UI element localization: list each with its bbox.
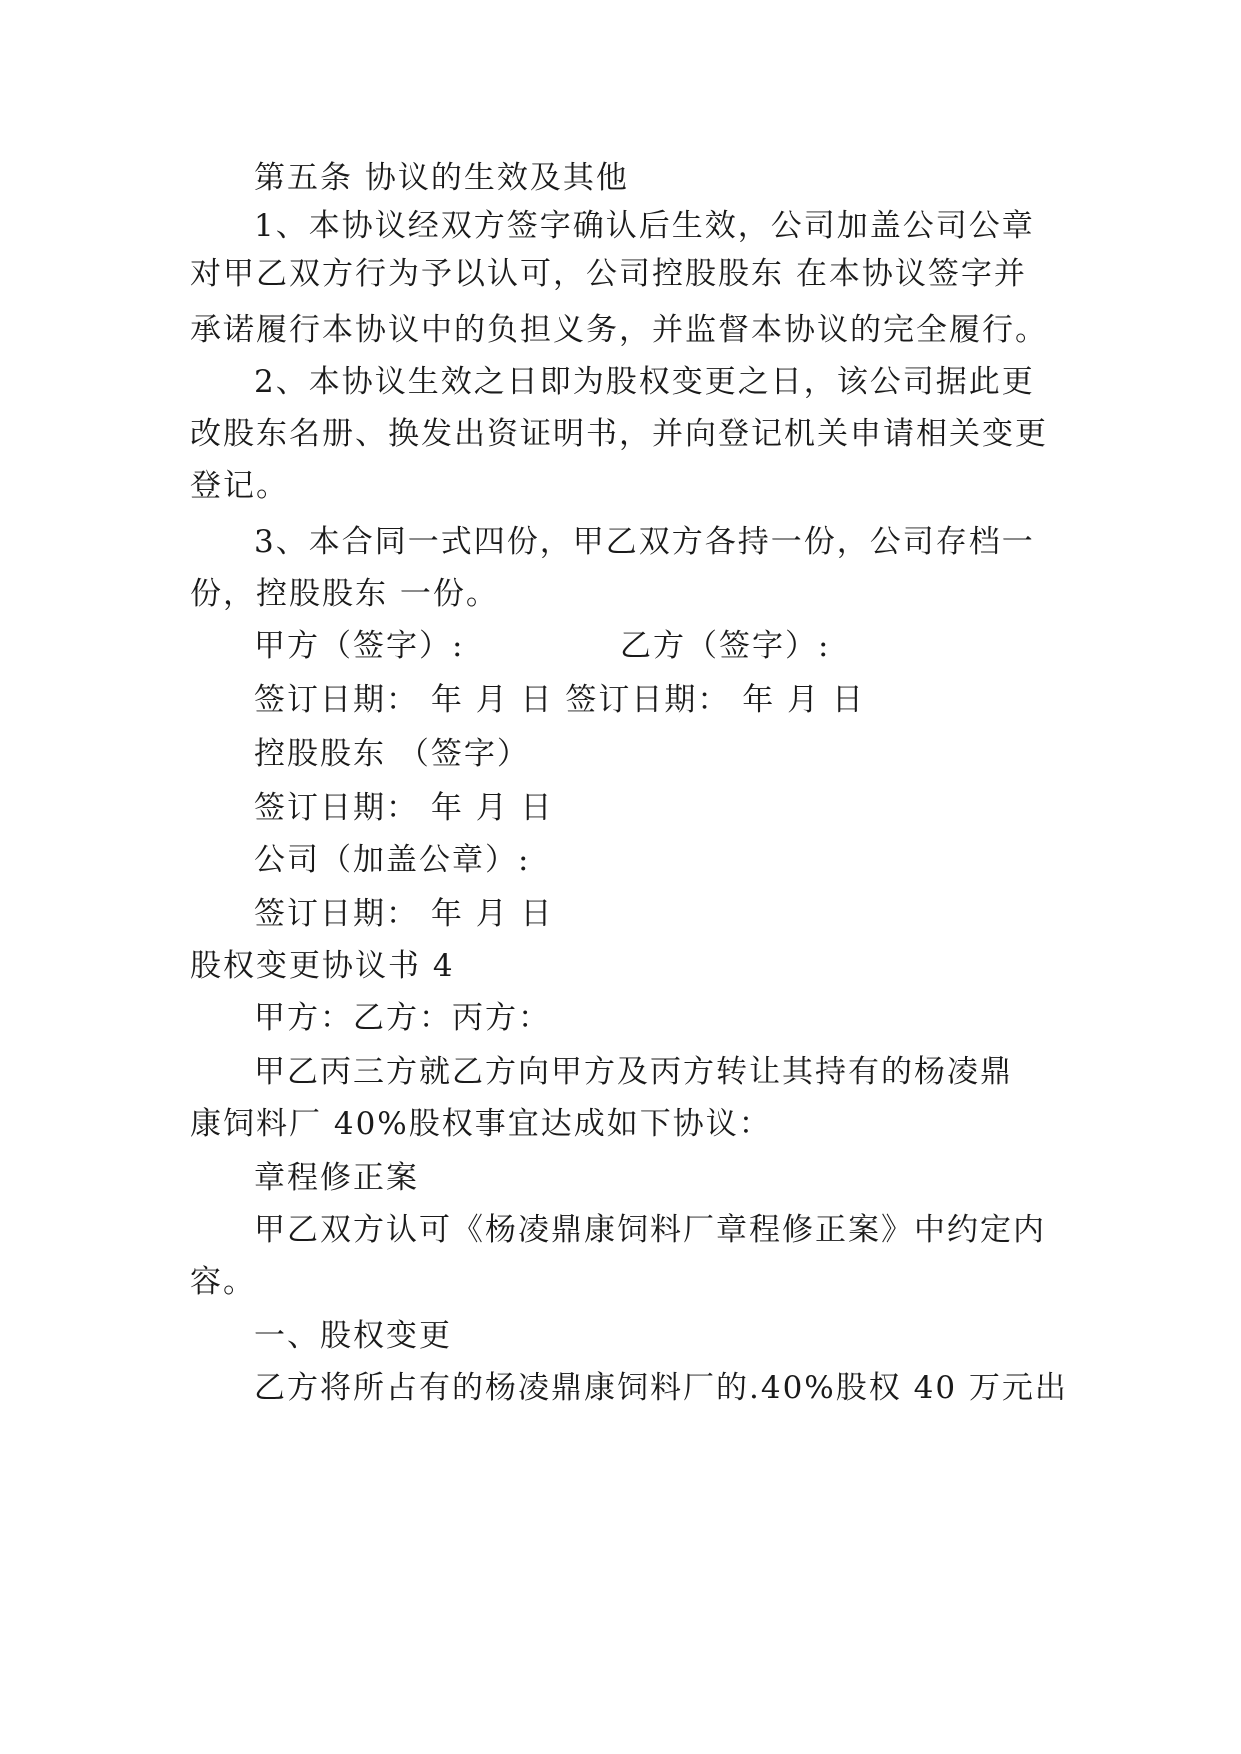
- paragraph-line: 对甲乙双方行为予以认可，公司控股股东 在本协议签字并: [190, 256, 1027, 292]
- paragraph-line: 承诺履行本协议中的负担义务，并监督本协议的完全履行。: [190, 312, 1048, 348]
- parties-line: 甲方：乙方：丙方：: [254, 1000, 551, 1036]
- paragraph-line: 份，控股股东 一份。: [190, 576, 499, 612]
- signature-date-row: 签订日期： 年 月 日 签订日期： 年 月 日: [254, 682, 865, 718]
- party-b-signature-label: 乙方（签字）:: [620, 628, 831, 664]
- document-title: 股权变更协议书 4: [190, 948, 455, 984]
- subheading: 章程修正案: [254, 1160, 419, 1196]
- section-heading: 第五条 协议的生效及其他: [254, 160, 629, 196]
- paragraph-line: 康饲料厂 40%股权事宜达成如下协议：: [190, 1106, 772, 1142]
- paragraph-line: 甲乙双方认可《杨凌鼎康饲料厂章程修正案》中约定内: [254, 1212, 1046, 1248]
- paragraph-line: 1、本协议经双方签字确认后生效，公司加盖公司公章: [254, 208, 1035, 244]
- party-a-signature-label: 甲方（签字）:: [254, 628, 465, 664]
- signature-date: 签订日期： 年 月 日: [254, 790, 554, 826]
- paragraph-line: 登记。: [190, 468, 289, 504]
- paragraph-line: 2、本协议生效之日即为股权变更之日，该公司据此更: [254, 364, 1035, 400]
- paragraph-line: 乙方将所占有的杨凌鼎康饲料厂的.40%股权 40 万元出: [254, 1370, 1068, 1406]
- controlling-shareholder-signature: 控股股东 （签字）: [254, 736, 530, 772]
- paragraph-line: 甲乙丙三方就乙方向甲方及丙方转让其持有的杨凌鼎: [254, 1054, 1013, 1090]
- section-heading: 一、股权变更: [254, 1318, 452, 1354]
- signature-date: 签订日期： 年 月 日: [254, 896, 554, 932]
- paragraph-line: 3、本合同一式四份，甲乙双方各持一份，公司存档一: [254, 524, 1035, 560]
- signature-row: [254, 626, 1054, 666]
- company-seal-label: 公司（加盖公章）:: [254, 842, 531, 878]
- paragraph-line: 改股东名册、换发出资证明书，并向登记机关申请相关变更: [190, 416, 1048, 452]
- paragraph-line: 容。: [190, 1264, 256, 1300]
